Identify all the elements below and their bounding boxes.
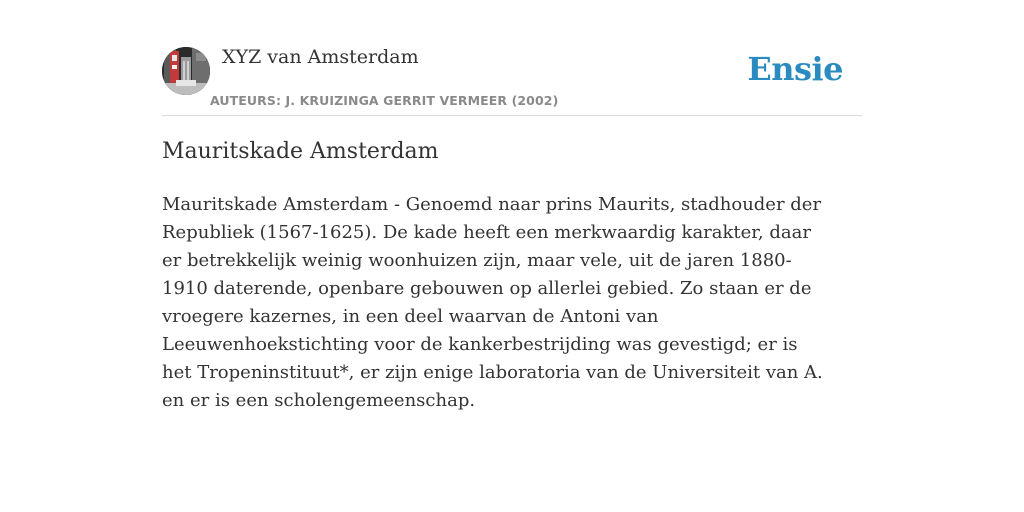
book-cover-avatar[interactable]: [162, 47, 210, 95]
authors-line: AUTEURS: J. KRUIZINGA GERRIT VERMEER (2002): [210, 93, 559, 108]
book-cover-image: [162, 47, 210, 95]
entry-title: Mauritskade Amsterdam: [162, 139, 439, 164]
book-title[interactable]: XYZ van Amsterdam: [222, 46, 419, 68]
entry-header: [162, 44, 862, 116]
entry-text: Mauritskade Amsterdam - Genoemd naar prins Maurits, stadhouder der Republiek (1567-1625). De kade heeft een merkwaardig karakter, daar er betrekkelijk weinig woonhuizen zijn, maar vele, uit de jaren 1880-1910 daterende, openbare gebouwen op allerlei gebied. Zo staan er de vroegere kazernes, in een deel waarvan de Antoni van Leeuwenhoekstichting voor de kankerbestrijding was gevestigd; er is het Tropeninstituut*, er zijn enige laboratoria van de Universiteit van A. en er is een scholengemeenschap.: [162, 194, 823, 411]
entry-card: [162, 44, 862, 411]
ensie-logo[interactable]: Ensie: [747, 50, 843, 88]
